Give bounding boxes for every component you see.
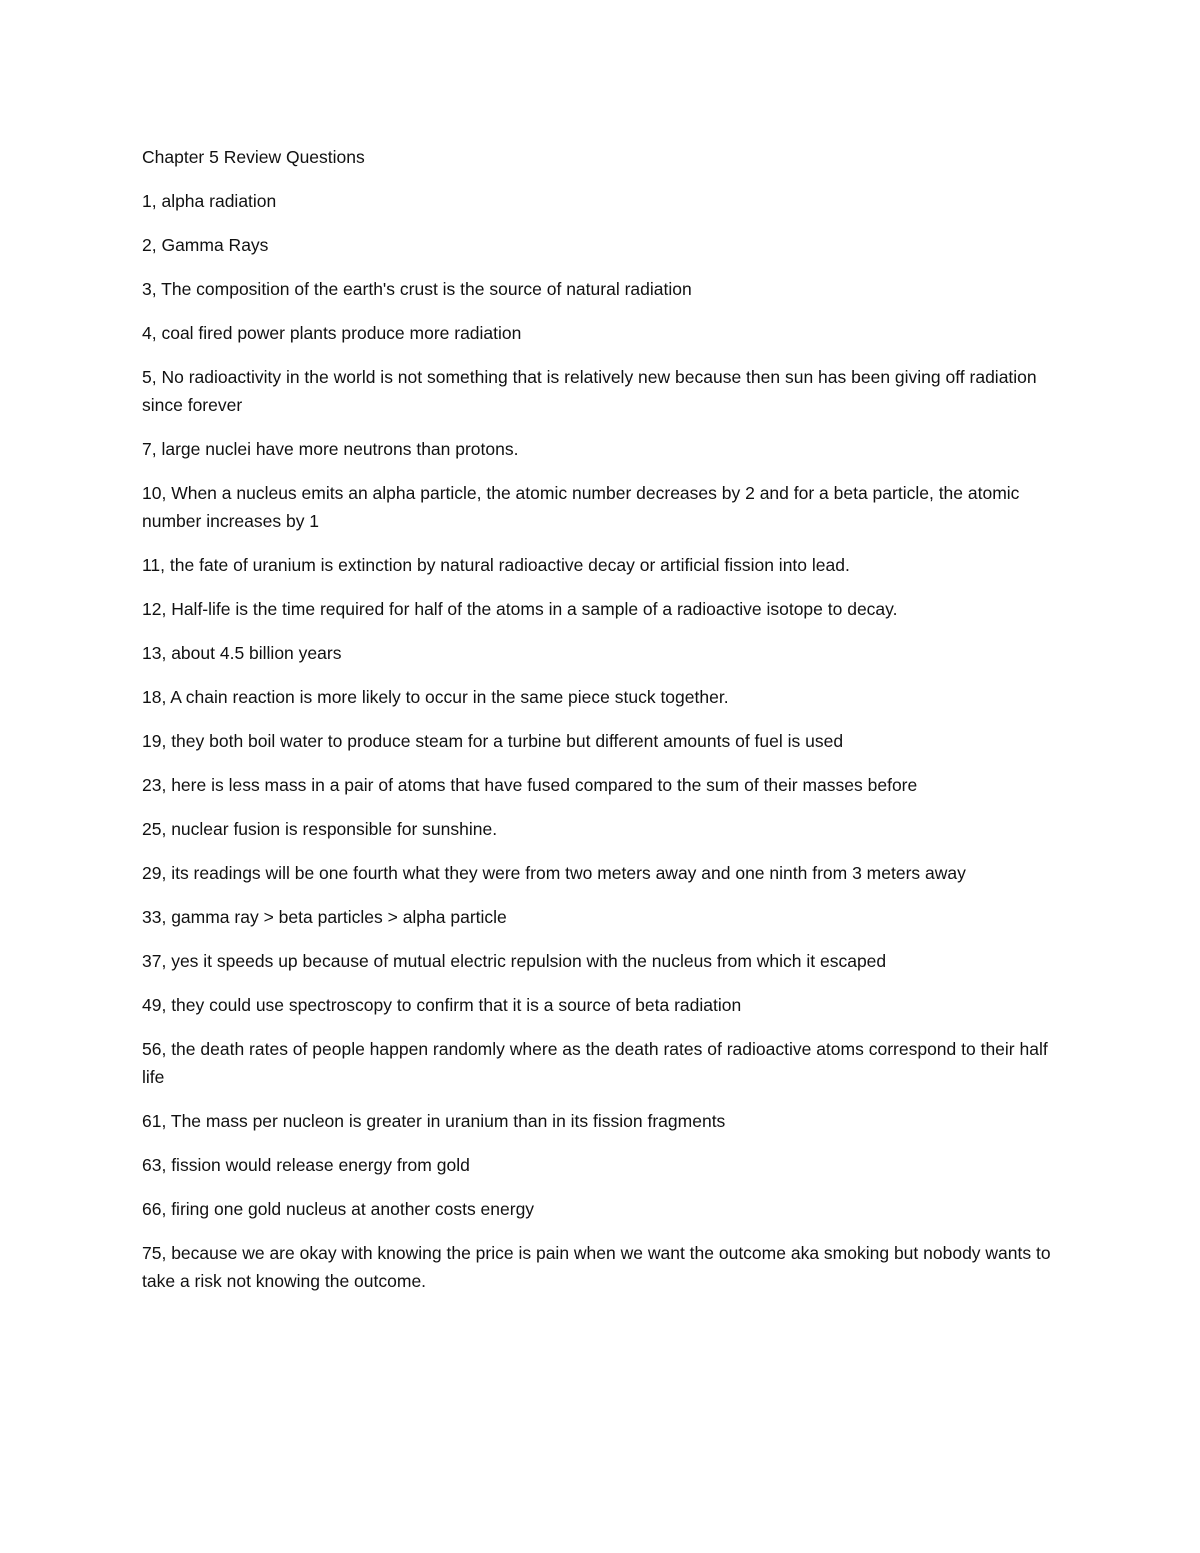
answer-19: 19, they both boil water to produce steam for a turbine but different amounts of fuel is used	[142, 731, 844, 751]
answer-37: 37, yes it speeds up because of mutual electric repulsion with the nucleus from which it escaped	[142, 951, 887, 971]
answer-25: 25, nuclear fusion is responsible for sunshine.	[142, 819, 498, 839]
answer-29: 29, its readings will be one fourth what they were from two meters away and one ninth from 3 meters away	[142, 863, 966, 883]
answer-4: 4, coal fired power plants produce more radiation	[142, 323, 522, 343]
answer-13: 13, about 4.5 billion years	[142, 643, 342, 663]
answer-66: 66, firing one gold nucleus at another costs energy	[142, 1199, 535, 1219]
answer-63: 63, fission would release energy from gold	[142, 1155, 470, 1175]
answer-10: 10, When a nucleus emits an alpha particle, the atomic number decreases by 2 and for a beta particle, the atomic number increases by 1	[142, 483, 1020, 531]
answer-1: 1, alpha radiation	[142, 191, 277, 211]
answer-23: 23, here is less mass in a pair of atoms that have fused compared to the sum of their masses before	[142, 775, 918, 795]
answer-12: 12, Half-life is the time required for half of the atoms in a sample of a radioactive isotope to decay.	[142, 599, 898, 619]
answer-7: 7, large nuclei have more neutrons than protons.	[142, 439, 519, 459]
answer-18: 18, A chain reaction is more likely to occur in the same piece stuck together.	[142, 687, 729, 707]
document-title: Chapter 5 Review Questions	[142, 147, 365, 167]
answer-33: 33, gamma ray > beta particles > alpha particle	[142, 907, 507, 927]
document-body	[142, 143, 1062, 1311]
answer-5: 5, No radioactivity in the world is not something that is relatively new because then sun has been giving off radiation since forever	[142, 367, 1037, 415]
answer-11: 11, the fate of uranium is extinction by natural radioactive decay or artificial fission into lead.	[142, 555, 850, 575]
answer-75: 75, because we are okay with knowing the price is pain when we want the outcome aka smoking but nobody wants to take a risk not knowing the outcome.	[142, 1243, 1051, 1291]
answer-3: 3, The composition of the earth's crust is the source of natural radiation	[142, 279, 692, 299]
answer-49: 49, they could use spectroscopy to confirm that it is a source of beta radiation	[142, 995, 742, 1015]
answer-2: 2, Gamma Rays	[142, 235, 269, 255]
answer-56: 56, the death rates of people happen randomly where as the death rates of radioactive atoms correspond to their half life	[142, 1039, 1048, 1087]
answer-61: 61, The mass per nucleon is greater in uranium than in its fission fragments	[142, 1111, 726, 1131]
